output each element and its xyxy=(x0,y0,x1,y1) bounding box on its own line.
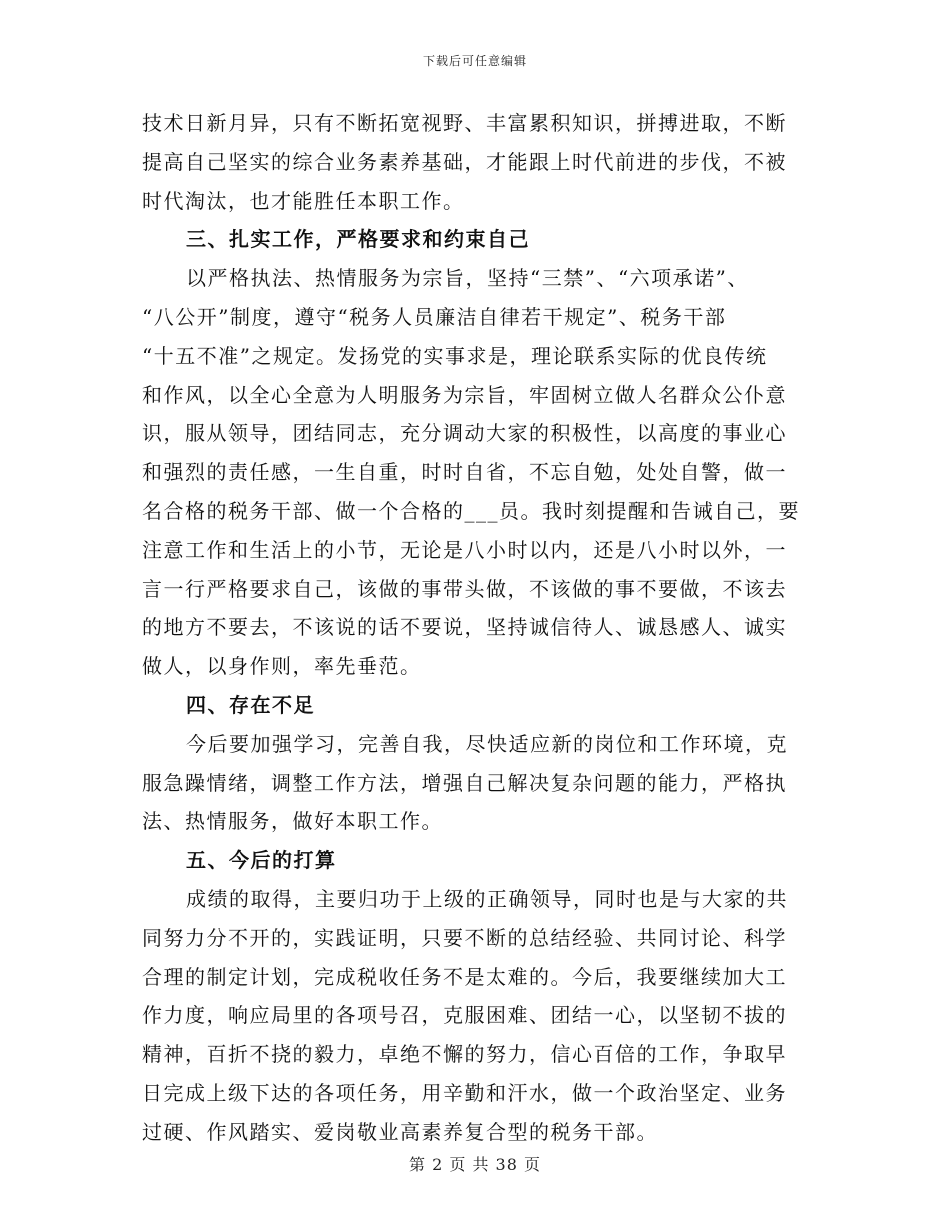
page-header: 下载后可任意编辑 xyxy=(422,54,527,68)
text-line: 服急躁情绪，调整工作方法，增强自己解决复杂问题的能力，严格执 xyxy=(142,770,787,795)
text-line: “八公开”制度，遵守“税务人员廉洁自律若干规定”、税务干部 xyxy=(142,304,727,329)
text-line: 名合格的税务干部、做一个合格的___员。我时刻提醒和告诫自己，要 xyxy=(142,498,800,523)
text-line: 作力度，响应局里的各项号召，克服困难、团结一心，以坚韧不拔的 xyxy=(142,1003,787,1028)
section-heading: 三、扎实工作，严格要求和约束自己 xyxy=(186,227,530,252)
text-line: 识，服从领导，团结同志，充分调动大家的积极性，以高度的事业心 xyxy=(142,421,787,446)
section-heading: 五、今后的打算 xyxy=(186,848,337,873)
text-line: 合理的制定计划，完成税收任务不是太难的。今后，我要继续加大工 xyxy=(142,964,787,989)
text-line: 提高自己坚实的综合业务素养基础，才能跟上时代前进的步伐，不被 xyxy=(142,149,787,174)
text-line: 时代淘汰，也才能胜任本职工作。 xyxy=(142,188,465,213)
text-line: 精神，百折不挠的毅力，卓绝不懈的努力，信心百倍的工作，争取早 xyxy=(142,1042,787,1067)
text-line: 注意工作和生活上的小节，无论是八小时以内，还是八小时以外，一 xyxy=(142,537,787,562)
text-line: 的地方不要去，不该说的话不要说，坚持诚信待人、诚恳感人、诚实 xyxy=(142,615,787,640)
text-line: 法、热情服务，做好本职工作。 xyxy=(142,809,443,834)
text-line: 以严格执法、热情服务为宗旨，坚持“三禁”、“六项承诺”、 xyxy=(186,266,749,291)
page-footer: 第 2 页 共 38 页 xyxy=(409,1155,541,1174)
text-line: 今后要加强学习，完善自我，尽快适应新的岗位和工作环境，克 xyxy=(186,731,788,756)
text-line: 和强烈的责任感，一生自重，时时自省，不忘自勉，处处自警，做一 xyxy=(142,460,787,485)
text-line: 技术日新月异，只有不断拓宽视野、丰富累积知识，拼搏进取，不断 xyxy=(142,111,787,135)
text-line: 日完成上级下达的各项任务，用辛勤和汗水，做一个政治坚定、业务 xyxy=(142,1080,787,1105)
text-line: 言一行严格要求自己，该做的事带头做，不该做的事不要做，不该去 xyxy=(142,576,787,601)
text-line: 成绩的取得，主要归功于上级的正确领导，同时也是与大家的共 xyxy=(186,886,788,911)
text-line: 同努力分不开的，实践证明，只要不断的总结经验、共同讨论、科学 xyxy=(142,925,787,950)
text-line: 过硬、作风踏实、爱岗敬业高素养复合型的税务干部。 xyxy=(142,1119,658,1144)
section-heading: 四、存在不足 xyxy=(186,692,315,717)
text-line: 和作风，以全心全意为人明服务为宗旨，牢固树立做人名群众公仆意 xyxy=(142,382,787,407)
document-body xyxy=(142,104,812,1152)
text-line: “十五不准”之规定。发扬党的实事求是，理论联系实际的优良传统 xyxy=(142,343,768,368)
text-line: 做人，以身作则，率先垂范。 xyxy=(142,654,422,679)
